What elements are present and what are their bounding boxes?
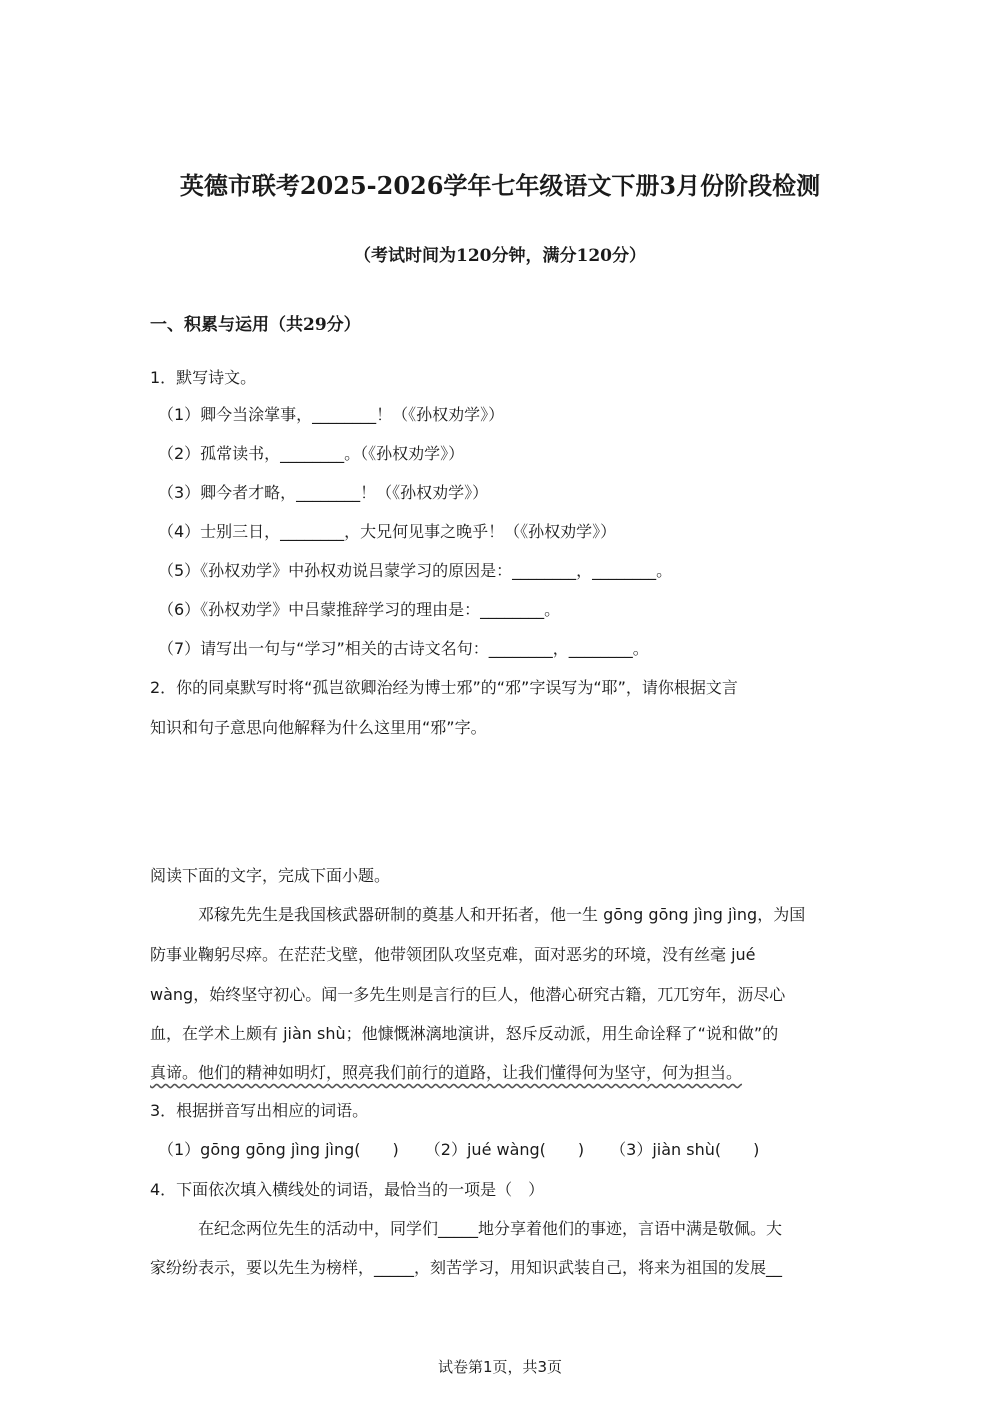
question-4-passage-line: 在纪念两位先生的活动中，同学们_____地分享着他们的事迹，言语中满是敬佩。大 (198, 1219, 783, 1238)
question-1-item: （3）卿今者才略，________！（《孙权劝学》） (158, 483, 489, 502)
reading-passage-line: 血，在学术上颇有 jiàn shù；他慷慨淋漓地演讲，怒斥反动派，用生命诠释了“说和做”的 (150, 1024, 779, 1043)
question-1-item: （5）《孙权劝学》中孙权劝说吕蒙学习的原因是：________，________。 (158, 561, 673, 580)
question-1-item: （7）请写出一句与“学习”相关的古诗文名句：________，________。 (158, 639, 649, 658)
exam-subtitle: （考试时间为120分钟，满分120分） (354, 246, 646, 266)
page-footer: 试卷第1页，共3页 (437, 1358, 563, 1376)
question-3-options (158, 1140, 785, 1160)
question-3-stem: 3．根据拼音写出相应的词语。 (150, 1101, 369, 1120)
question-1-item: （1）卿今当涂掌事，________！（《孙权劝学》） (158, 405, 505, 424)
question-1-item: （4）士别三日，________，大兄何见事之晚乎！（《孙权劝学》） (158, 522, 617, 541)
section-heading: 一、积累与运用（共29分） (150, 315, 361, 335)
question-2-line: 知识和句子意思向他解释为什么这里用“邪”字。 (150, 718, 487, 737)
reading-passage-line: 防事业鞠躬尽瘁。在茫茫戈壁，他带领团队攻坚克难，面对恶劣的环境，没有丝毫 jué (150, 945, 756, 964)
question-1-item: （6）《孙权劝学》中吕蒙推辞学习的理由是：________。 (158, 600, 561, 619)
reading-passage-line: wàng，始终坚守初心。闻一多先生则是言行的巨人，他潜心研究古籍，兀兀穷年，沥尽心 (150, 985, 786, 1004)
question-3-option: （2）jué wàng( ) (424, 1140, 585, 1159)
reading-passage-line: 真谛。他们的精神如明灯，照亮我们前行的道路，让我们懂得何为坚守，何为担当。 (150, 1063, 743, 1082)
question-4-stem: 4．下面依次填入横线处的词语，最恰当的一项是（ ） (150, 1180, 545, 1199)
question-4-passage-line: 家纷纷表示，要以先生为榜样，_____，刻苦学习，用知识武装自己，将来为祖国的发展__ (150, 1258, 783, 1277)
question-2-line: 2．你的同桌默写时将“孤岂欲卿治经为博士邪”的“邪”字误写为“耶”，请你根据文言 (150, 678, 738, 697)
reading-intro: 阅读下面的文字，完成下面小题。 (150, 866, 391, 885)
question-1-stem: 1．默写诗文。 (150, 368, 257, 387)
question-3-option: （3）jiàn shù( ) (610, 1140, 760, 1159)
question-3-option: （1）gōng gōng jìng jìng( ) (158, 1140, 399, 1159)
exam-title: 英德市联考2025-2026学年七年级语文下册3月份阶段检测 (179, 171, 821, 200)
question-1-item: （2）孤常读书，________。（《孙权劝学》） (158, 444, 465, 463)
reading-passage-line: 邓稼先先生是我国核武器研制的奠基人和开拓者，他一生 gōng gōng jìng jìng，为国 (198, 905, 806, 924)
